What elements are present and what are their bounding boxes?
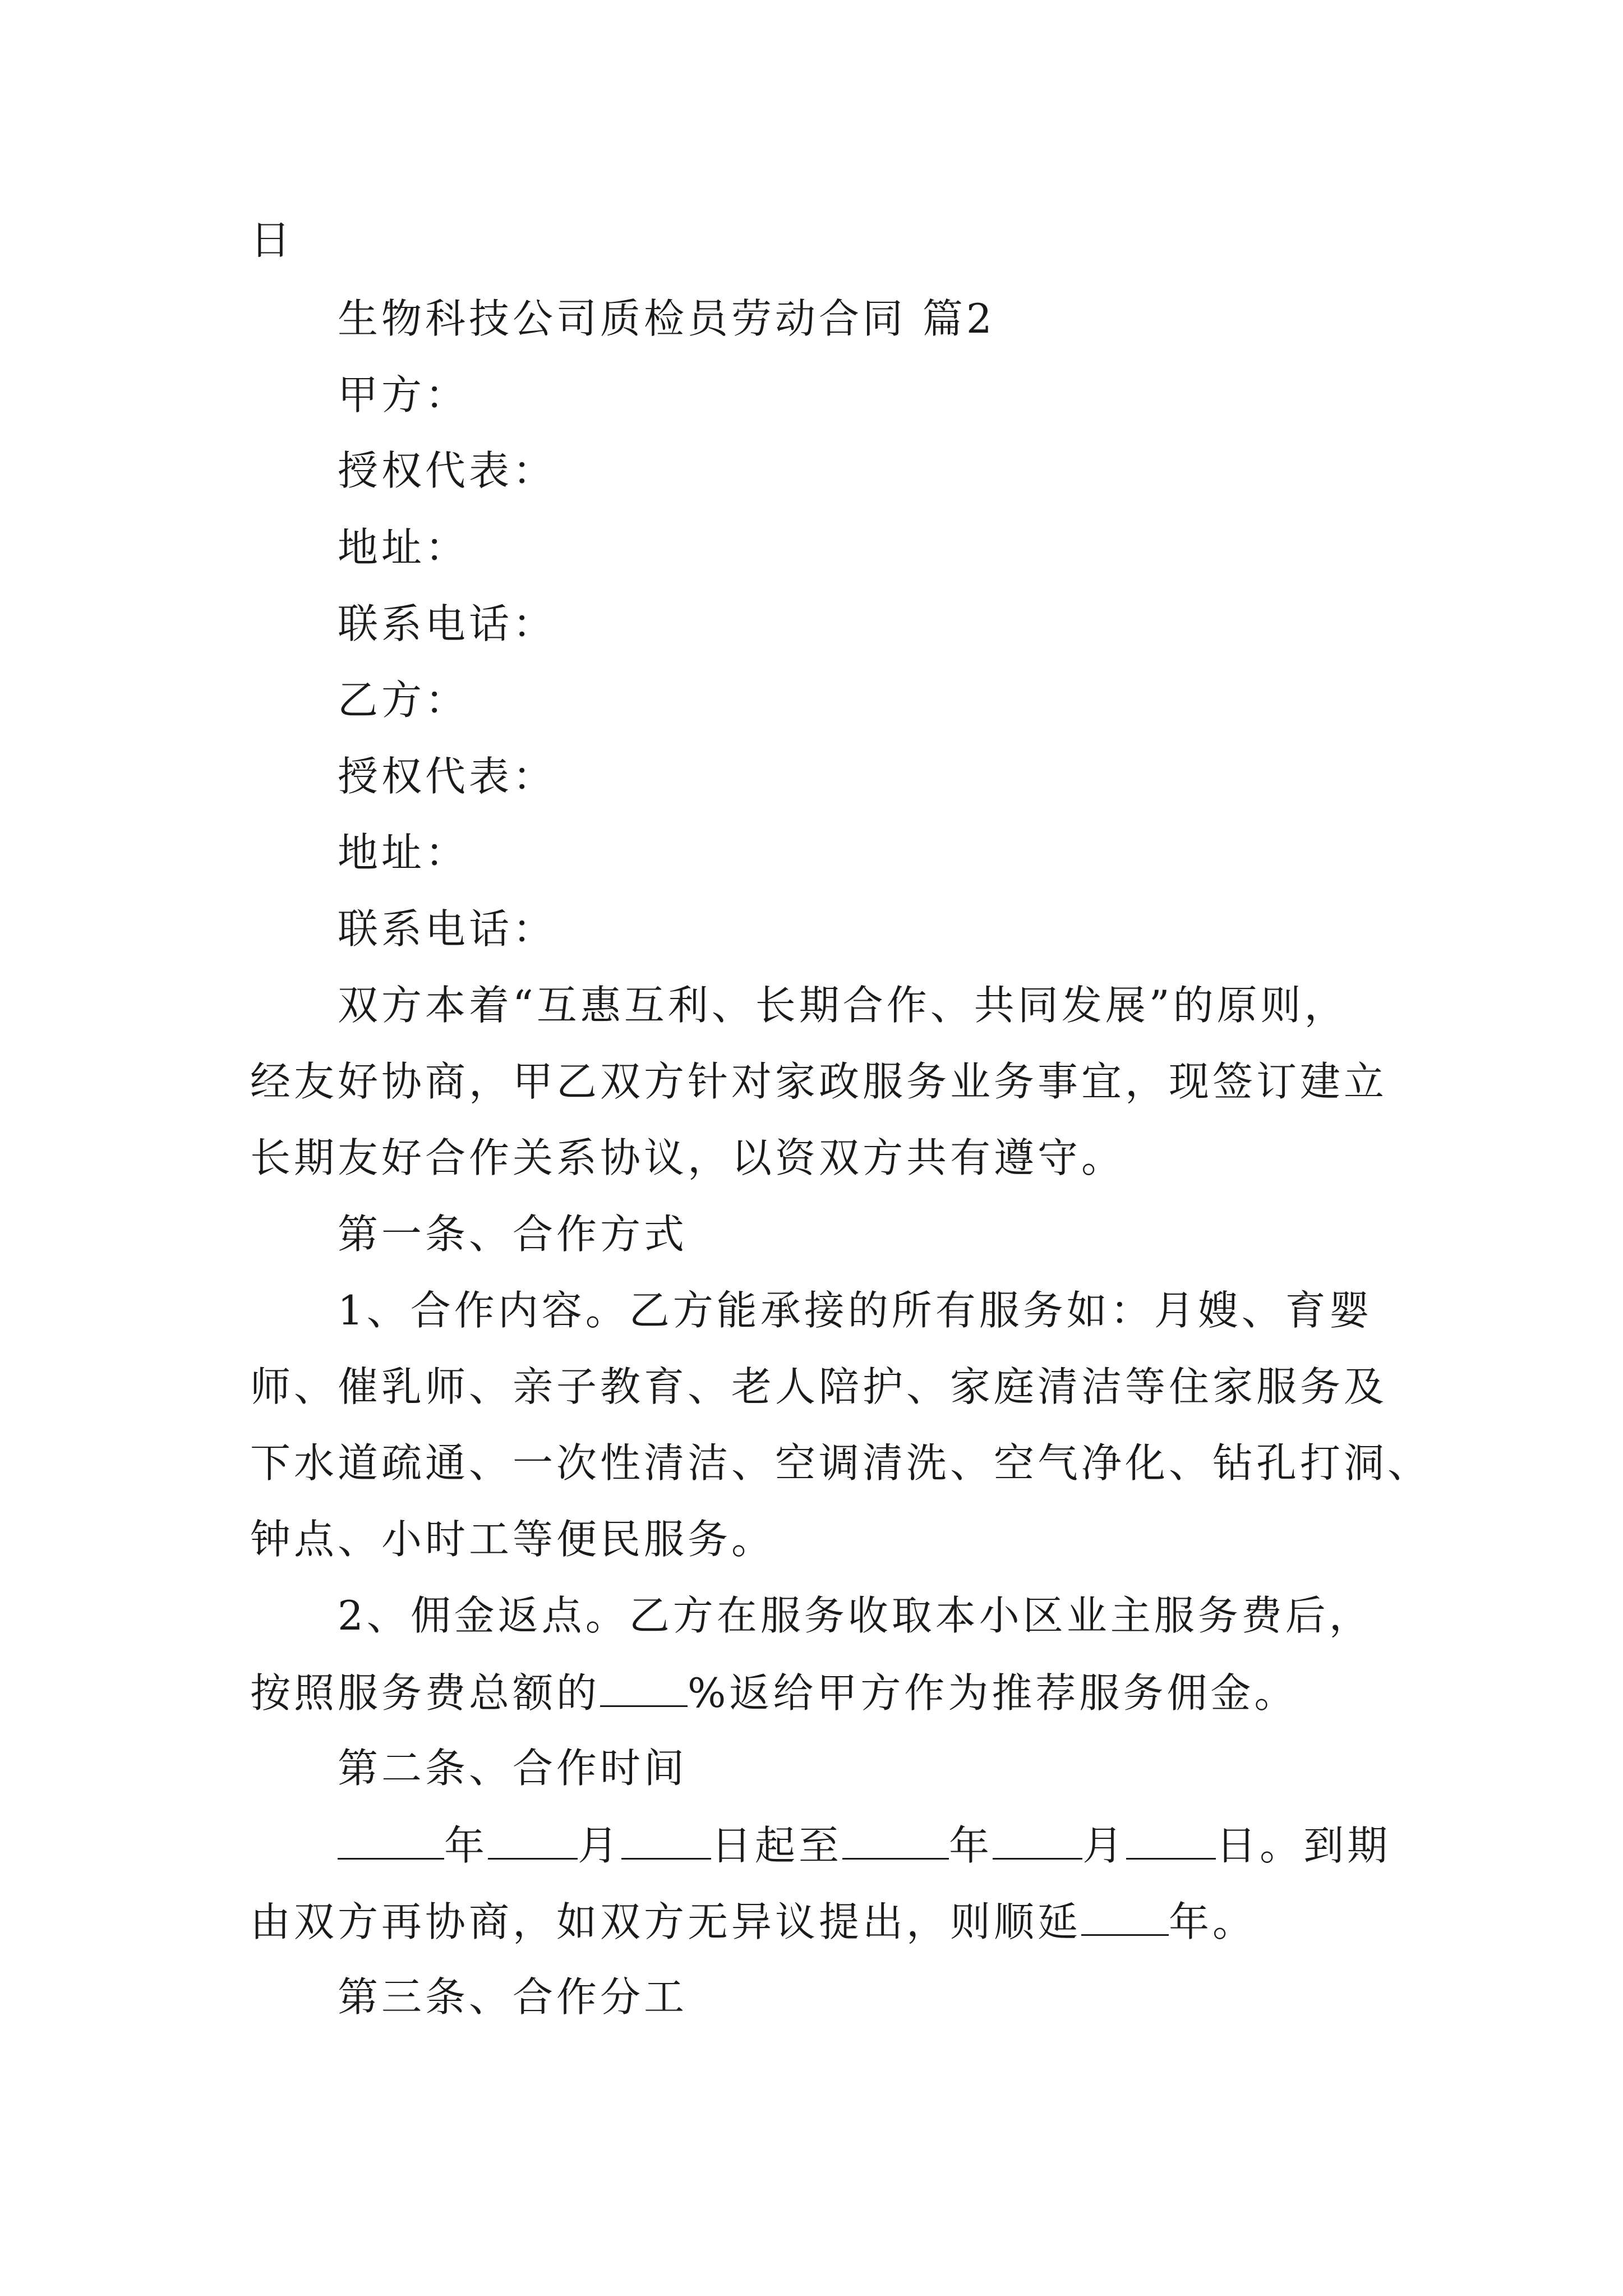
intro-line-1: 双方本着“互惠互利、长期合作、共同发展”的原则， <box>338 982 1348 1029</box>
item-2-text-b: %返给甲方作为推荐服务佣金。 <box>688 1669 1298 1717</box>
start-month-label: 月 <box>578 1822 622 1869</box>
start-year-label: 年 <box>444 1822 488 1869</box>
item-1-line-3: 下水道疏通、一次性清洁、空调清洗、空气净化、钻孔打洞、 <box>250 1439 1432 1487</box>
party-b-label: 乙方： <box>338 677 469 724</box>
start-month-blank <box>488 1824 578 1860</box>
item-1-line-2: 师、催乳师、亲子教育、老人陪护、家庭清洁等住家服务及 <box>250 1363 1388 1410</box>
party-b-rep: 授权代表： <box>338 753 557 800</box>
renewal-year-label: 年。 <box>1169 1898 1257 1945</box>
end-month-label: 月 <box>1082 1822 1127 1869</box>
item-1-line-4: 钟点、小时工等便民服务。 <box>250 1516 776 1563</box>
commission-blank <box>600 1672 688 1707</box>
party-a-address: 地址： <box>338 524 469 571</box>
party-b-phone: 联系电话： <box>338 905 557 953</box>
renewal-text: 由双方再协商，如双方无异议提出，则顺延 <box>250 1898 1082 1945</box>
item-2-text-a: 按照服务费总额的 <box>250 1669 601 1717</box>
end-year-blank <box>842 1824 949 1860</box>
party-a-phone: 联系电话： <box>338 600 557 647</box>
party-b-address: 地址： <box>338 829 469 876</box>
time-line-2 <box>250 1898 1257 1945</box>
item-2-line-2 <box>250 1669 1298 1717</box>
start-day-label: 日起至 <box>711 1822 843 1869</box>
renewal-years-blank <box>1081 1901 1169 1936</box>
start-day-blank <box>621 1824 711 1860</box>
intro-line-3: 长期友好合作关系协议，以资双方共有遵守。 <box>250 1134 1126 1181</box>
item-2-line-1: 2、佣金返点。乙方在服务收取本小区业主服务费后， <box>338 1592 1373 1639</box>
end-month-blank <box>993 1824 1082 1860</box>
article-3-title: 第三条、合作分工 <box>338 1973 688 2021</box>
document-title: 生物科技公司质检员劳动合同 篇2 <box>338 295 995 342</box>
party-a-label: 甲方： <box>338 371 469 418</box>
item-1-line-1: 1、合作内容。乙方能承接的所有服务如：月嫂、育婴 <box>338 1287 1373 1334</box>
party-a-rep: 授权代表： <box>338 447 557 494</box>
time-line-1 <box>338 1822 1391 1869</box>
intro-line-2: 经友好协商，甲乙双方针对家政服务业务事宜，现签订建立 <box>250 1058 1388 1105</box>
end-year-label: 年 <box>949 1822 993 1869</box>
article-1-title: 第一条、合作方式 <box>338 1211 688 1258</box>
end-day-label: 日。到期 <box>1216 1822 1391 1869</box>
article-2-title: 第二条、合作时间 <box>338 1745 688 1792</box>
end-day-blank <box>1126 1824 1216 1860</box>
top-fragment: 日 <box>250 217 294 264</box>
start-year-blank <box>338 1824 444 1860</box>
